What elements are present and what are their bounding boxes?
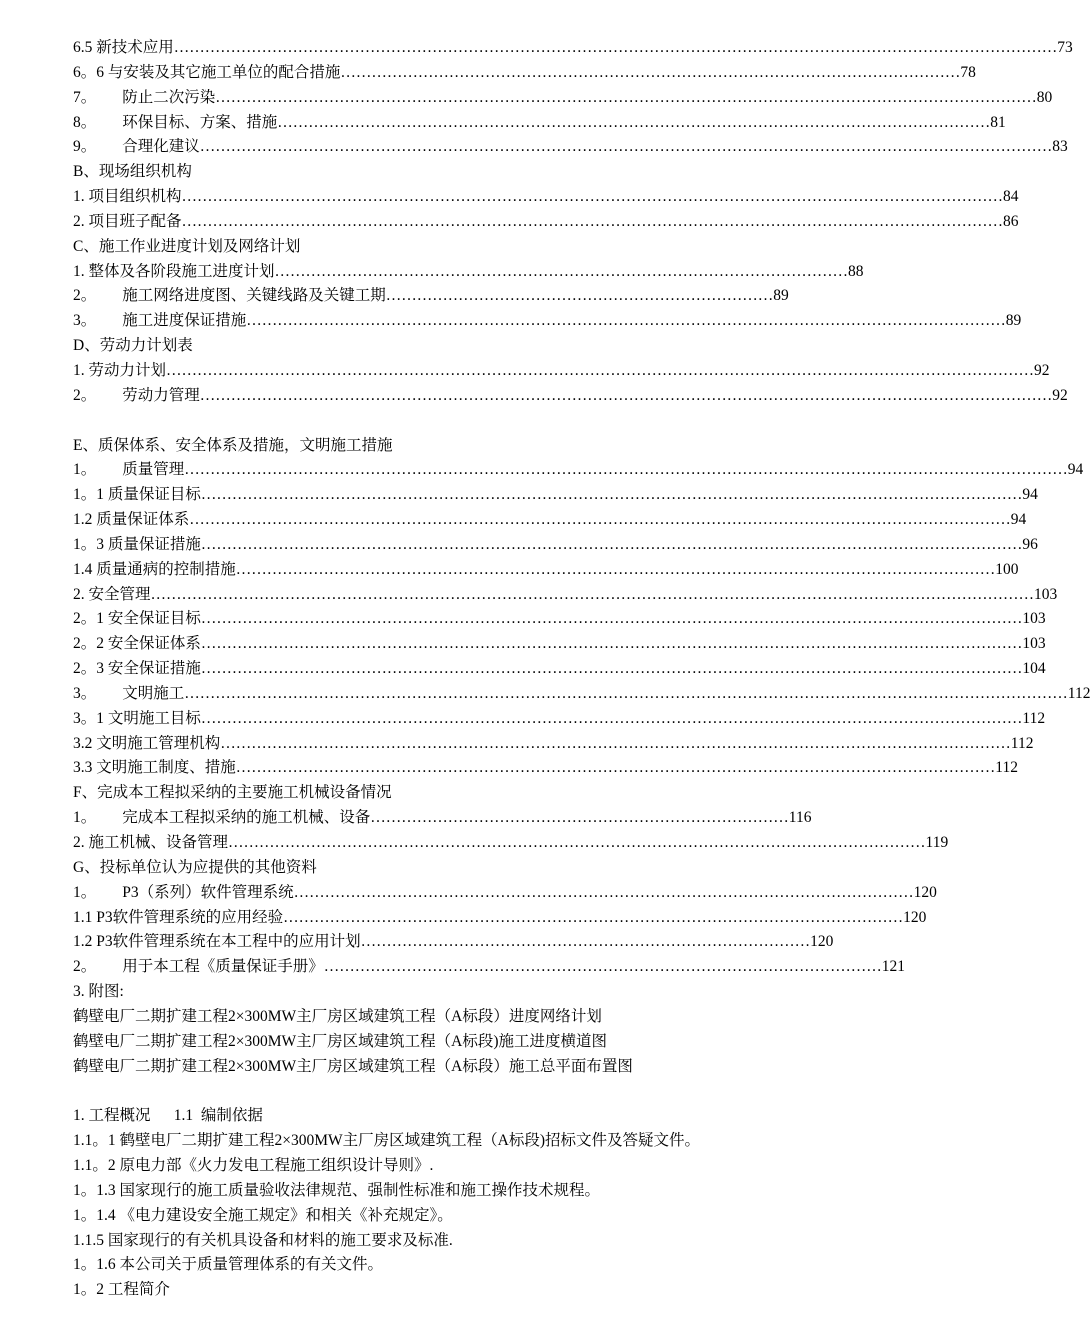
dot-leader: ………………………………………………………………………	[370, 809, 789, 827]
dot-leader: ……………………………………………………………………………………………………………………………………………	[181, 212, 1004, 230]
entry-number: 3.2	[73, 734, 97, 752]
entry-title: 安全管理	[88, 585, 151, 603]
entry-title: 文明施工制度、措施	[96, 759, 236, 777]
page-number: 112	[1022, 709, 1046, 727]
dot-leader: …………………………………………………………………………………………………………………………	[277, 113, 991, 131]
text-line	[73, 1005, 893, 1030]
dot-leader: ……………………………………………………………………………………………………………………………………………	[200, 635, 1023, 653]
entry-title: 安全保证措施	[107, 660, 201, 678]
entry-number: 1.1	[73, 908, 97, 926]
toc-entry	[73, 756, 1018, 781]
dot-leader: …………………………………………………………………………………………………………………………………………………	[199, 386, 1053, 404]
page-number: 94	[1067, 461, 1084, 479]
page-number: 83	[1052, 138, 1068, 156]
text-line	[73, 160, 893, 185]
entry-number: 3。	[73, 312, 97, 330]
entry-number: 3。1	[73, 709, 108, 727]
dot-leader: …………………………………………………………………………………………………………………………………	[246, 312, 1006, 330]
entry-title: 整体及各阶段施工进度计划	[88, 262, 275, 280]
dot-leader: ……………………………………………………………………………………………………………………………………………	[200, 709, 1023, 727]
entry-title: P3（系列）软件管理系统	[122, 883, 294, 901]
text-line	[73, 1278, 893, 1303]
page-number: 103	[1022, 635, 1046, 653]
page-number: 112	[1067, 684, 1090, 702]
entry-title: 文明施工管理机构	[96, 734, 221, 752]
page-number: 78	[960, 63, 976, 81]
text-line	[73, 1253, 893, 1278]
text-line	[73, 1104, 893, 1129]
dot-leader: ………………………………………………………………………………………………………………………………………………………	[184, 684, 1068, 702]
page-number: 103	[1034, 585, 1058, 603]
entry-title: 施工网络进度图、关键线路及关键工期	[122, 287, 386, 305]
dot-leader: ……………………………………………………………………………………………………………………………………………	[200, 660, 1023, 678]
toc-entry	[73, 583, 1058, 608]
entry-number: 1.	[73, 188, 89, 206]
text-line	[73, 1179, 893, 1204]
entry-number: 1。1.6 本公司关于质量管理体系的有关文件。	[73, 1256, 384, 1274]
dot-leader: ……………………………………………………………………………………………………………………………………………	[215, 88, 1037, 106]
page-number: 73	[1057, 39, 1073, 56]
entry-number: 1。1	[73, 486, 108, 504]
toc-entry	[73, 61, 976, 86]
dot-leader: ……………………………………………………………………………………………………………………………………………	[181, 188, 1004, 206]
toc-entry	[73, 831, 949, 856]
text-line	[73, 1229, 893, 1254]
page-number: 120	[810, 933, 834, 951]
toc-entry	[73, 384, 1068, 409]
entry-title: 文明施工目标	[107, 709, 201, 727]
entry-title: P3软件管理系统在本工程中的应用计划	[96, 933, 361, 951]
toc-entry	[73, 533, 1038, 558]
text-line	[73, 334, 893, 359]
entry-number: 8。	[73, 113, 97, 131]
entry-number: 1.2	[73, 511, 97, 529]
entry-title: 项目班子配备	[88, 212, 182, 230]
dot-leader: ……………………………………………………………………………………………………………………………………………	[200, 535, 1023, 553]
entry-number: 3。	[73, 684, 97, 702]
dot-leader: …………………………………………………………………………………………………………………………………	[235, 759, 996, 777]
toc-entry	[73, 508, 1027, 533]
entry-number: 鹤壁电厂二期扩建工程2×300MW主厂房区域建筑工程（A标段）施工总平面布置图	[73, 1057, 633, 1075]
entry-number: 1.2	[73, 933, 97, 951]
entry-number: 2.	[73, 585, 89, 603]
dot-leader: ………………………………………………………………………………………………	[323, 958, 882, 976]
entry-number: D、劳动力计划表	[73, 337, 193, 355]
toc-entry	[73, 632, 1046, 657]
text-line	[73, 1129, 893, 1154]
entry-title: 文明施工	[122, 684, 185, 702]
page-number: 94	[1022, 486, 1038, 504]
text-line	[73, 980, 893, 1005]
entry-title: 施工进度保证措施	[122, 312, 247, 330]
toc-entry	[73, 260, 893, 285]
page-number: 84	[1003, 188, 1019, 206]
page-number: 92	[1034, 361, 1050, 379]
page-number: 81	[990, 113, 1006, 131]
dot-leader: ……………………………………………………………………………………………………………………………………………	[200, 610, 1023, 628]
entry-title: 用于本工程《质量保证手册》	[122, 958, 324, 976]
toc-entry	[73, 359, 1050, 384]
entry-number: 6.5	[73, 39, 97, 56]
entry-title: 完成本工程拟采纳的施工机械、设备	[122, 809, 371, 827]
entry-number: 2。1	[73, 610, 108, 628]
entry-number: C、施工作业进度计划及网络计划	[73, 237, 301, 255]
entry-number: 2.	[73, 212, 89, 230]
dot-leader: ……………………………………………………………………………………………………………………………………………………	[166, 361, 1035, 379]
toc-entry	[73, 309, 1022, 334]
entry-number: 1. 工程概况 1.1 编制依据	[73, 1107, 263, 1125]
entry-number: 2。2	[73, 635, 108, 653]
toc-entry	[73, 732, 1034, 757]
toc-entry	[73, 955, 906, 980]
dot-leader: ………………………………………………………………………………………………………………………………………………………	[184, 461, 1068, 479]
entry-number: 6。6	[73, 63, 108, 81]
entry-title: 质量通病的控制措施	[96, 560, 236, 578]
entry-number: 1.1.5 国家现行的有关机具设备和材料的施工要求及标准.	[73, 1231, 453, 1249]
entry-number: 2。	[73, 958, 97, 976]
blank-line	[73, 1079, 893, 1104]
toc-entry	[73, 930, 893, 955]
entry-number: E、质保体系、安全体系及措施，文明施工措施	[73, 436, 393, 454]
toc-entry	[73, 86, 1053, 111]
entry-number: 2。	[73, 287, 97, 305]
page-number: 103	[1022, 610, 1046, 628]
toc-entry	[73, 657, 1046, 682]
entry-title: 与安装及其它施工单位的配合措施	[107, 63, 341, 81]
entry-number: 1.1。1 鹤壁电厂二期扩建工程2×300MW主厂房区域建筑工程（A标段)招标文件及答疑文件。	[73, 1132, 701, 1150]
dot-leader: ………………………………………………………………………………………………………………………	[228, 834, 926, 851]
toc-entry	[73, 185, 1019, 210]
entry-number: 1。3	[73, 535, 108, 553]
page-number: 89	[773, 287, 789, 305]
toc-entry	[73, 607, 1046, 632]
entry-number: 鹤壁电厂二期扩建工程2×300MW主厂房区域建筑工程（A标段）进度网络计划	[73, 1007, 602, 1025]
entry-number: 1。1.3 国家现行的施工质量验收法律规范、强制性标准和施工操作技术规程。	[73, 1181, 601, 1199]
entry-number: 3.3	[73, 759, 97, 777]
dot-leader: …………………………………………………………………	[385, 287, 774, 305]
entry-number: 2.	[73, 834, 89, 851]
entry-number: 7。	[73, 88, 97, 106]
dot-leader: …………………………………………………………………………………………………………	[340, 63, 961, 81]
text-line	[73, 1030, 893, 1055]
dot-leader: ………………………………………………………………………………………………………………………………………	[220, 734, 1011, 752]
entry-title: 环保目标、方案、措施	[122, 113, 278, 131]
entry-number: 2。3	[73, 660, 108, 678]
dot-leader: …………………………………………………………………………………………………………	[293, 883, 914, 901]
entry-number: 1.	[73, 262, 89, 280]
entry-title: 劳动力计划	[88, 361, 167, 379]
entry-number: F、完成本工程拟采纳的主要施工机械设备情况	[73, 784, 392, 802]
toc-entry	[73, 284, 893, 309]
entry-number: 2。	[73, 386, 97, 404]
dot-leader: ……………………………………………………………………………………………………………………………………………	[189, 511, 1011, 529]
entry-title: 防止二次污染	[122, 88, 216, 106]
toc-entry	[73, 483, 1038, 508]
toc-entry	[73, 707, 1046, 732]
entry-title: 劳动力管理	[122, 386, 200, 404]
dot-leader: ………………………………………………………………………………………………………………………………………………………	[173, 39, 1058, 56]
text-line	[73, 856, 893, 881]
dot-leader: …………………………………………………………………………………………………………………………………	[235, 560, 996, 578]
entry-title: 安全保证目标	[107, 610, 201, 628]
page-number: 112	[1010, 734, 1034, 752]
entry-title: 合理化建议	[122, 138, 200, 156]
entry-number: 1。	[73, 809, 97, 827]
page-number: 92	[1052, 386, 1068, 404]
blank-line	[73, 409, 893, 434]
page-number: 120	[903, 908, 927, 926]
page-number: 120	[913, 883, 937, 901]
dot-leader: ………………………………………………………………………………………………………………………………………………………	[150, 585, 1035, 603]
entry-title: 安全保证体系	[107, 635, 201, 653]
toc-entry	[73, 906, 927, 931]
entry-number: 1。	[73, 883, 97, 901]
entry-title: 质量保证目标	[107, 486, 201, 504]
entry-number: 1.1。2 原电力部《火力发电工程施工组织设计导则》.	[73, 1156, 434, 1174]
page-number: 104	[1022, 660, 1046, 678]
page-number: 100	[995, 560, 1019, 578]
page-number: 96	[1022, 535, 1038, 553]
text-line	[73, 434, 893, 459]
page-number: 121	[881, 958, 906, 976]
entry-number: B、现场组织机构	[73, 163, 192, 181]
page-number: 119	[925, 834, 949, 851]
entry-number: 1。1.4 《电力建设安全施工规定》和相关《补充规定》。	[73, 1206, 453, 1224]
dot-leader: ……………………………………………………………………………	[360, 933, 811, 951]
toc-entry	[73, 558, 1019, 583]
entry-title: 新技术应用	[96, 39, 174, 56]
entry-title: 施工机械、设备管理	[88, 834, 229, 851]
toc-entry	[73, 458, 1084, 483]
toc-entry	[73, 210, 1019, 235]
entry-title: 质量保证体系	[96, 511, 190, 529]
entry-number: G、投标单位认为应提供的其他资料	[73, 858, 317, 876]
toc-entry	[73, 682, 1090, 707]
toc-entry	[73, 881, 937, 906]
page-number: 89	[1005, 312, 1022, 330]
text-line	[73, 781, 893, 806]
toc-entry	[73, 806, 893, 831]
toc-entry	[73, 111, 1006, 136]
page-number: 94	[1010, 511, 1027, 529]
entry-number: 1.	[73, 361, 89, 379]
page-number: 112	[995, 759, 1018, 777]
entry-number: 1。	[73, 461, 97, 479]
dot-leader: …………………………………………………………………………………………………………	[283, 908, 904, 926]
text-line	[73, 1055, 893, 1080]
page-number: 88	[848, 262, 864, 280]
page-number: 116	[788, 809, 812, 827]
toc-entry	[73, 135, 1068, 160]
page-number: 80	[1036, 88, 1053, 106]
entry-title: 项目组织机构	[88, 188, 182, 206]
text-line	[73, 1154, 893, 1179]
entry-number: 1。2 工程简介	[73, 1281, 170, 1299]
document-page	[73, 36, 1090, 1303]
entry-title: P3软件管理系统的应用经验	[96, 908, 284, 926]
page-number: 86	[1003, 212, 1019, 230]
entry-number: 3. 附图:	[73, 983, 124, 1001]
entry-number: 鹤壁电厂二期扩建工程2×300MW主厂房区域建筑工程（A标段)施工进度横道图	[73, 1032, 608, 1050]
dot-leader: …………………………………………………………………………………………………………………………………………………	[199, 138, 1053, 156]
entry-number: 9。	[73, 138, 97, 156]
toc-entry	[73, 36, 1073, 61]
dot-leader: …………………………………………………………………………………………………	[274, 262, 849, 280]
entry-title: 质量管理	[122, 461, 185, 479]
entry-title: 质量保证措施	[107, 535, 201, 553]
text-line	[73, 235, 893, 260]
dot-leader: ……………………………………………………………………………………………………………………………………………	[200, 486, 1023, 504]
entry-number: 1.4	[73, 560, 97, 578]
text-line	[73, 1204, 893, 1229]
